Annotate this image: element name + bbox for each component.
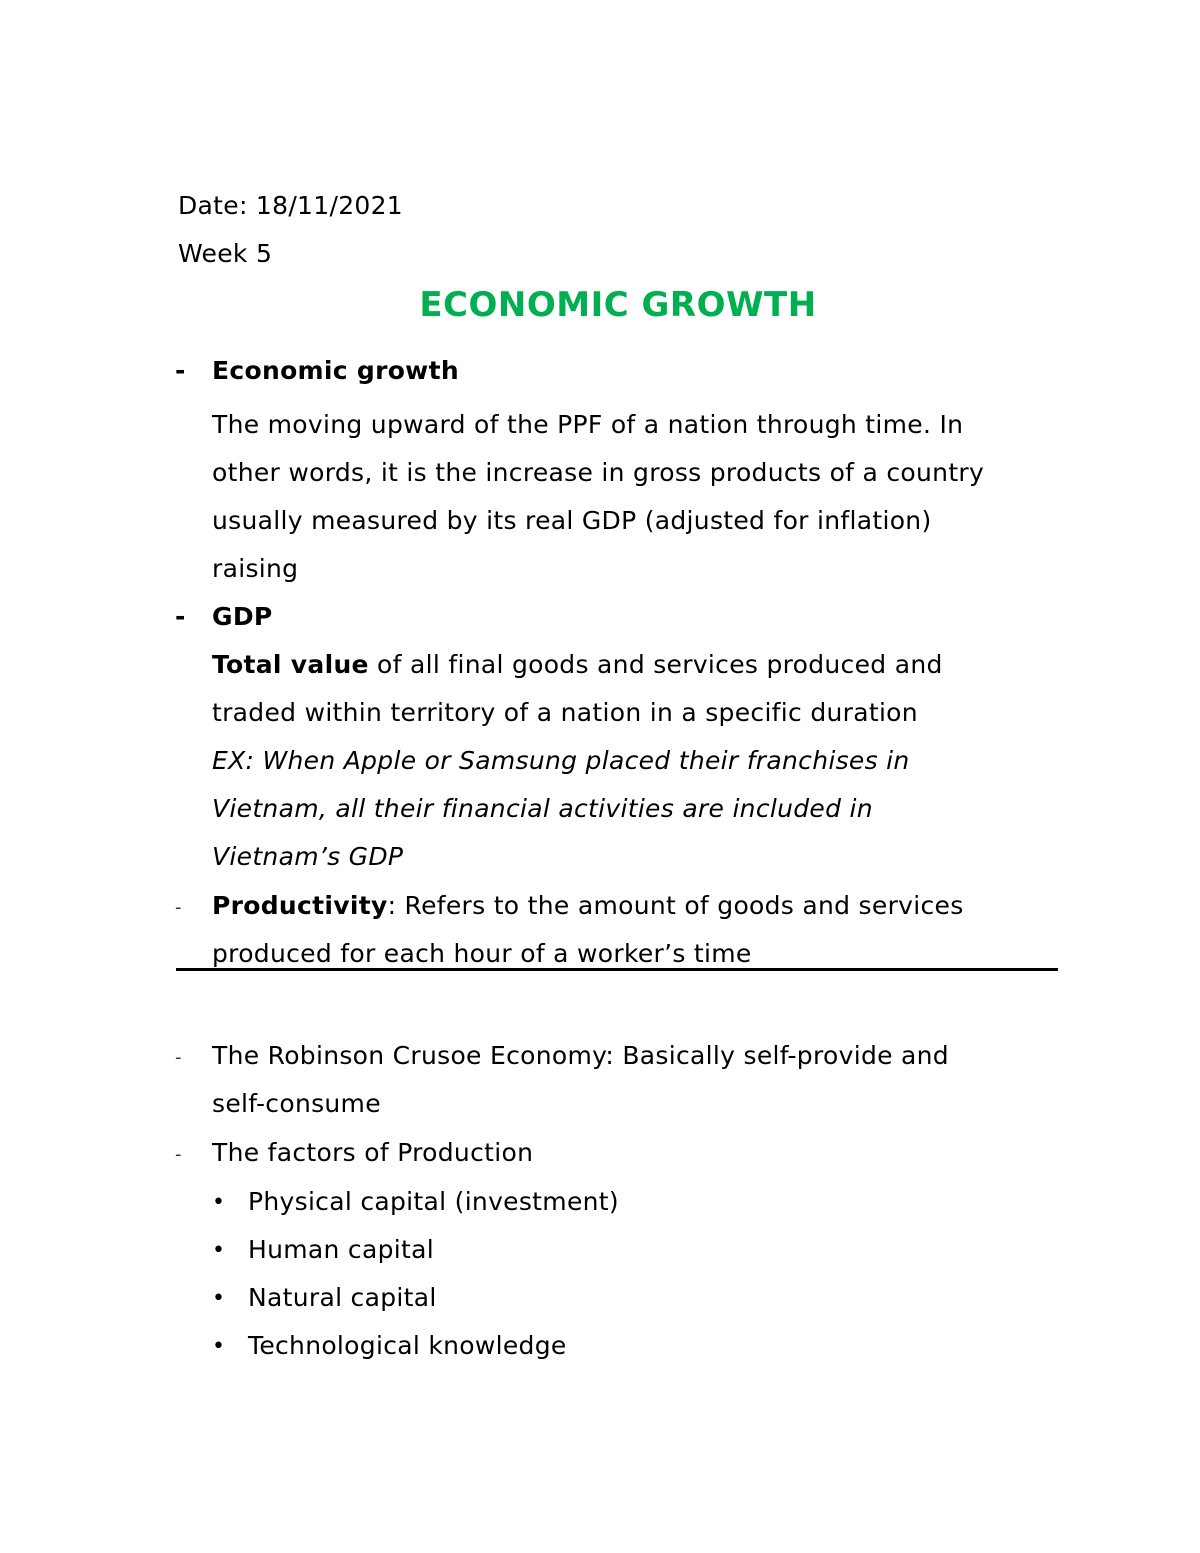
bullet-marker: • [212,1190,225,1215]
page-title: ECONOMIC GROWTH [419,285,817,325]
economic-growth-heading: Economic growth [212,356,459,385]
factor-item: Natural capital [248,1283,437,1312]
bullet-marker: • [212,1238,225,1263]
economic-growth-text-line: raising [212,554,299,583]
economic-growth-text-line: other words, it is the increase in gross products of a country [212,458,985,487]
productivity-rest: : Refers to the amount of goods and services [387,891,964,920]
dash-marker: - [175,1144,182,1165]
dash-marker: - [175,356,186,385]
gdp-definition-rest: of all final goods and services produced and [368,650,943,679]
dash-marker: - [175,1047,182,1068]
gdp-definition-bold: Total value [212,650,369,679]
productivity-line [212,891,964,921]
gdp-example-line: Vietnam, all their financial activities are included in [212,794,873,823]
dash-marker: - [175,897,182,918]
factors-heading: The factors of Production [212,1138,534,1167]
productivity-heading: Productivity [212,891,388,920]
bullet-marker: • [212,1334,225,1359]
dash-marker: - [175,602,186,631]
gdp-example-line: EX: When Apple or Samsung placed their franchises in [212,746,910,775]
week-line: Week 5 [178,239,273,268]
date-line: Date: 18/11/2021 [178,191,404,220]
factor-item: Human capital [248,1235,434,1264]
gdp-heading: GDP [212,602,273,631]
economic-growth-text-line: usually measured by its real GDP (adjusted for inflation) [212,506,932,535]
gdp-example-line: Vietnam’s GDP [212,842,404,871]
bullet-marker: • [212,1286,225,1311]
horizontal-rule [176,968,1058,971]
factor-item: Physical capital (investment) [248,1187,619,1216]
productivity-line-2: produced for each hour of a worker’s time [212,939,752,968]
robinson-crusoe-line: The Robinson Crusoe Economy: Basically self-provide and [212,1041,949,1070]
robinson-crusoe-line-2: self-consume [212,1089,381,1118]
gdp-definition-line [212,650,943,680]
gdp-definition-line-2: traded within territory of a nation in a specific duration [212,698,918,727]
factor-item: Technological knowledge [248,1331,567,1360]
economic-growth-text-line: The moving upward of the PPF of a nation through time. In [212,410,964,439]
